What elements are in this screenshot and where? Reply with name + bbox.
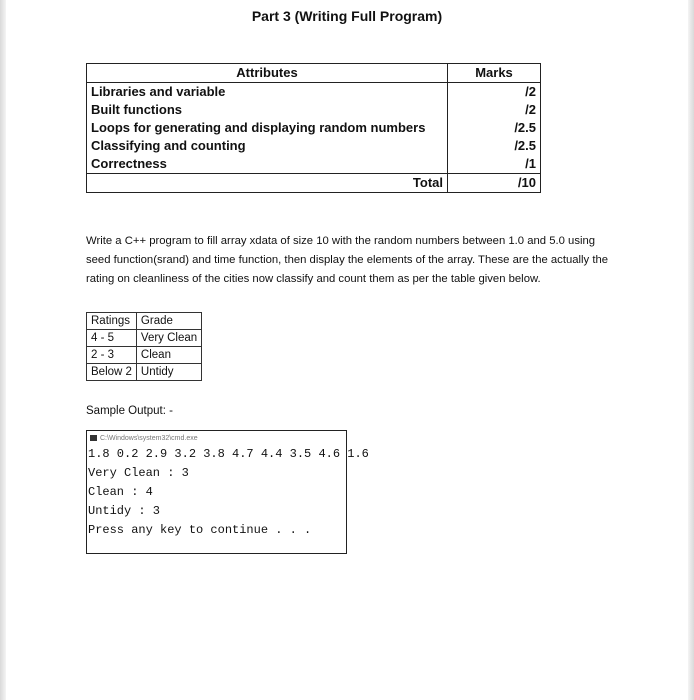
rating-cell: 4 - 5 <box>87 330 137 347</box>
console-line: Clean : 4 <box>88 485 153 499</box>
grade-cell: Clean <box>136 347 201 364</box>
grade-cell: Very Clean <box>136 330 201 347</box>
attribute-cell: Built functions <box>87 101 448 119</box>
console-line: Untidy : 3 <box>88 504 161 518</box>
table-row <box>87 119 541 137</box>
console-titlebar <box>87 431 346 445</box>
console-line: Very Clean : 3 <box>88 466 189 480</box>
grade-header: Grade <box>136 313 201 330</box>
table-row <box>87 137 541 155</box>
table-row <box>87 347 202 364</box>
total-row <box>87 174 541 193</box>
attributes-header: Attributes <box>87 64 448 83</box>
table-row <box>87 155 541 174</box>
table-row <box>87 83 541 102</box>
task-description: Write a C++ program to fill array xdata of size 10 with the random numbers between 1.0 and 5.0 using seed function(srand) and time function, then display the elements of the array. These are the actually the rating on cleanliness of the cities now classify and count them as per the table given below. <box>86 235 609 285</box>
rating-cell: 2 - 3 <box>87 347 137 364</box>
console-output <box>86 430 369 554</box>
total-mark: /10 <box>448 174 541 193</box>
console-line: Press any key to continue . . . <box>88 523 312 537</box>
table-row <box>87 364 202 381</box>
sample-output-label: Sample Output: - <box>86 405 173 417</box>
table-row <box>87 330 202 347</box>
page-edge-left <box>0 0 6 700</box>
grades-header-row <box>87 313 202 330</box>
marks-header: Marks <box>448 64 541 83</box>
page-edge-right <box>688 0 694 700</box>
mark-cell: /2 <box>448 101 541 119</box>
attribute-cell: Libraries and variable <box>87 83 448 102</box>
attribute-cell: Loops for generating and displaying random numbers <box>87 119 448 137</box>
mark-cell: /2.5 <box>448 137 541 155</box>
total-label: Total <box>87 174 448 193</box>
grade-cell: Untidy <box>136 364 201 381</box>
console-title: C:\Windows\system32\cmd.exe <box>100 434 198 442</box>
rating-cell: Below 2 <box>87 364 137 381</box>
attribute-cell: Classifying and counting <box>87 137 448 155</box>
ratings-header: Ratings <box>87 313 137 330</box>
mark-cell: /2.5 <box>448 119 541 137</box>
terminal-icon <box>90 435 97 441</box>
mark-cell: /2 <box>448 83 541 102</box>
grades-table <box>86 312 202 381</box>
marks-header-row <box>87 64 541 83</box>
marks-table <box>86 63 541 193</box>
table-row <box>87 101 541 119</box>
attribute-cell: Correctness <box>87 155 448 174</box>
console-line: 1.8 0.2 2.9 3.2 3.8 4.7 4.4 3.5 4.6 1.6 <box>88 447 369 461</box>
mark-cell: /1 <box>448 155 541 174</box>
page-title: Part 3 (Writing Full Program) <box>251 8 443 24</box>
